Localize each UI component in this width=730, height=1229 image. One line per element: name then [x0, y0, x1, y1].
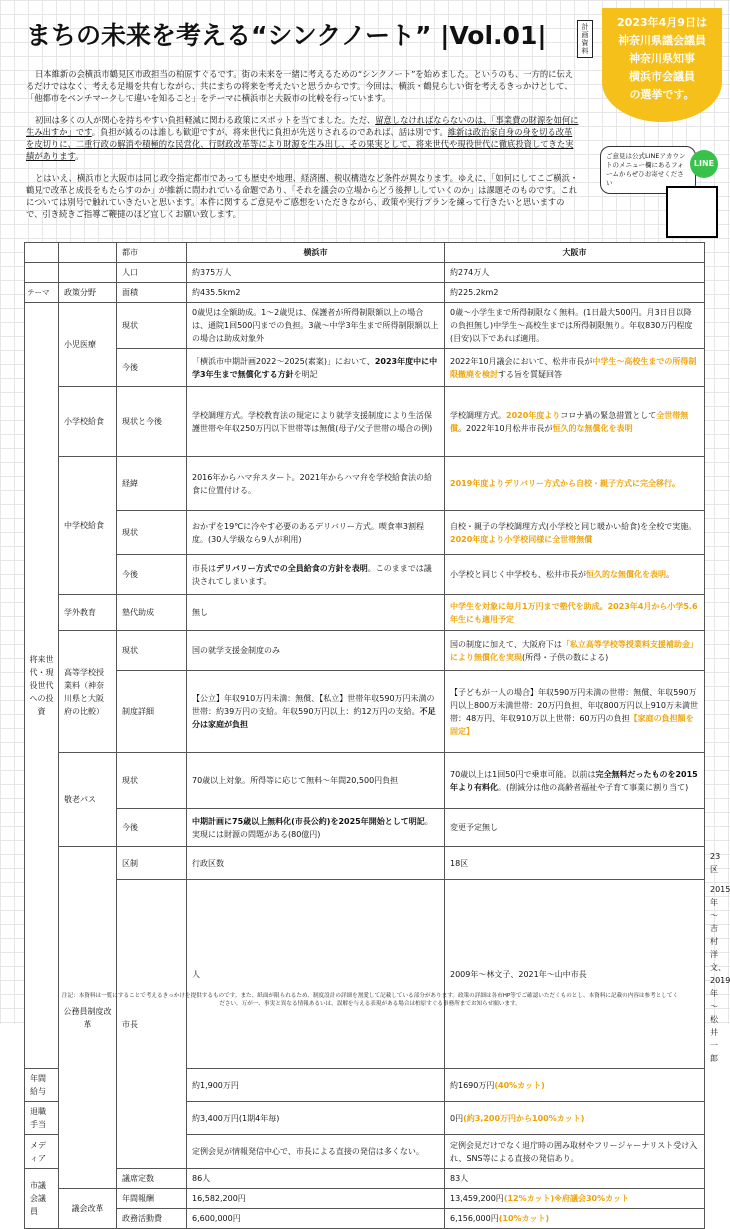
policy-child-medical: 小児医療 [59, 303, 117, 387]
row-label: 人口 [117, 263, 187, 283]
row-label: 今後 [117, 555, 187, 595]
policy-ward-system: 区制 [117, 847, 187, 880]
policy-junior-lunch: 中学校給食 [59, 457, 117, 595]
cell-osaka: 中学生を対象に毎月1万円まで塾代を助成。2023年4月から小学5.6年生にも適用予定 [445, 595, 705, 631]
row-label: 年間給与 [25, 1069, 59, 1102]
row-label: 経緯 [117, 457, 187, 511]
cell-osaka: 0円(約3,200万円から100%カット) [445, 1102, 705, 1135]
policy-elementary-lunch: 小学校給食 [59, 387, 117, 457]
cell-yokohama: 70歳以上対象。所得等に応じて無料～年間20,500円負担 [187, 753, 445, 809]
category-civil-service-reform: 公務員制度改革 [59, 847, 117, 1189]
cell-yokohama: 定例会見が情報発信中心で、市長による直接の発信は多くない。 [187, 1135, 445, 1169]
cell-yokohama: 約375万人 [187, 263, 445, 283]
row-label: 現状 [117, 753, 187, 809]
cell-osaka: 6,156,000円(10%カット) [445, 1209, 705, 1229]
cell-osaka: 小学校と同じく中学校も、松井市長が恒久的な無償化を表明。 [445, 555, 705, 595]
cell-yokohama: 16,582,200円 [187, 1189, 445, 1209]
cell-osaka: 【子どもが一人の場合】年収590万円未満の世帯：無償、年収590万円以上800万未満世帯：20万円負担、年収800万円以上910万未満世帯：48万円、年収910万以上世帯：60万円の負担【家庭の負担額を固定】 [445, 671, 705, 753]
line-icon[interactable]: LINE [690, 150, 718, 178]
row-label: メディア [25, 1135, 59, 1169]
row-label: テーマ [25, 283, 59, 303]
header-osaka: 大阪市 [445, 243, 705, 263]
cell-yokohama: 無し [187, 595, 445, 631]
row-label: 現状 [117, 303, 187, 349]
cell-yokohama: おかずを19℃に冷やす必要のあるデリバリー方式。喫食率3割程度。(30人学級なら9人が利用) [187, 511, 445, 555]
cell-yokohama: 【公立】年収910万円未満：無償、【私立】世帯年収590万円未満の世帯：約39万円の支給。年収590万円以上：約12万円の支給。不足分は家庭が負担 [187, 671, 445, 753]
cell-osaka: 自校・親子の学校調理方式(小学校と同じ暖かい給食)を全校で実施。2020年度より小学校同様に全世帯無償 [445, 511, 705, 555]
policy-extracurricular: 学外教育 [59, 595, 117, 631]
cell-osaka: 0歳～小学生まで所得制限なく無料。(1日最大500円。月3日目以降の負担無し)中学生～高校生までは所得制限無り。年収830万円程度(目安)以下であれば適用。 [445, 303, 705, 349]
cell-yokohama: 18区 [445, 847, 705, 880]
intro-paragraph-2: 初回は多くの人が関心を持ちやすい負担軽減に関わる政策にスポットを当てました。ただ、留意しなければならないのは、「事業費の財源を如何に生み出すか」です。負担が減るのは誰しも歓迎ですが、将来世代に負担が先送りされるのであれば、話は別です。維新は政治家自身の身を切る改革を皮切りに、二重行政の解消や積極的な民営化、行財政改革等により財源を生み出し、その果実として、将来世代や現役世代に徹底投資してきた実績があります。 [26, 115, 579, 161]
cell-osaka: 定例会見だけでなく退庁時の囲み取材やフリージャーナリスト受け入れ、SNS等による直接の発信あり。 [445, 1135, 705, 1169]
header-yokohama: 横浜市 [187, 243, 445, 263]
row-label: 現状 [117, 631, 187, 671]
cell-osaka: 約1690万円(40%カット) [445, 1069, 705, 1102]
row-label: 面積 [117, 283, 187, 303]
cell-yokohama: 「横浜市中期計画2022～2025(素案)」において、2023年度中に中学3年生まで無償化する方針を明記 [187, 349, 445, 387]
row-label: 政務活動費 [117, 1209, 187, 1229]
row-label: 議席定数 [117, 1169, 187, 1189]
badge-line: 神奈川県議会議員 [618, 34, 706, 47]
badge-line: 横浜市会議員 [629, 70, 695, 83]
row-label: 退職手当 [25, 1102, 59, 1135]
policy-high-school-tuition: 高等学校授業料（神奈川県と大阪府の比較） [59, 631, 117, 753]
election-badge [602, 8, 722, 122]
cell-osaka: 国の制度に加えて、大阪府下は「私立高等学校等授業料支援補助金」により無償化を実現(所得・子供の数による) [445, 631, 705, 671]
cell-osaka: 約225.2km2 [445, 283, 705, 303]
cell-yokohama: 市長はデリバリー方式での全員給食の方針を表明。このままでは議決されてしまいます。 [187, 555, 445, 595]
row-label: 政策分野 [59, 283, 117, 303]
cell-osaka: 約274万人 [445, 263, 705, 283]
badge-line: の選挙です。 [629, 88, 695, 101]
intro-paragraph-1: 日本維新の会横浜市鶴見区市政担当の柏原すぐるです。街の未来を一緒に考えるための“シンクノート”を始めました。というのも、一方的に伝えるだけではなく、考える足場を共有しながら、共にまちの将来を考えたいと思うからです。今回は、横浜・鶴見らしい街を考えるきっかけとして、「他都市をベンチマークして違いを知ること」をテーマに横浜市と大阪市の比較を行っています。 [26, 69, 574, 103]
cell-osaka: 2019年度よりデリバリー方式から自校・親子方式に完全移行。 [445, 457, 705, 511]
policy-council-members: 市議会議員 [25, 1169, 59, 1229]
category-council-reform: 議会改革 [59, 1189, 117, 1229]
badge-line: 神奈川県知事 [629, 52, 695, 65]
row-label: 人 [187, 880, 445, 1069]
row-label: 今後 [117, 349, 187, 387]
badge-line: 2023年4月9日は [617, 16, 707, 29]
cell-osaka: 13,459,200円(12%カット)※府議会30%カット [445, 1189, 705, 1209]
cell-yokohama: 2016年からハマ弁スタート。2021年からハマ弁を学校給食法の給食に位置付ける。 [187, 457, 445, 511]
policy-mayor: 市長 [117, 880, 187, 1169]
cell-yokohama: 国の就学支援金制度のみ [187, 631, 445, 671]
row-label: 現状と今後 [117, 387, 187, 457]
cell-yokohama: 学校調理方式。学校教育法の規定により就学支援制度により生活保護世帯や年収250万円以下世帯等は無償(母子/父子世帯の場合の例) [187, 387, 445, 457]
row-label: 今後 [117, 809, 187, 847]
page-title: まちの未来を考える“シンクノート” |Vol.01| [26, 21, 547, 50]
cell-osaka: 70歳以上は1回50円で乗車可能。以前は完全無料だったものを2015年より有料化。(削減分は他の高齢者福祉や子育て事業に割り当て) [445, 753, 705, 809]
row-label: 現状 [117, 511, 187, 555]
category-future-investment: 将来世代・現役世代への投資 [25, 303, 59, 1069]
qr-code-icon[interactable] [666, 186, 718, 238]
cell-yokohama: 中期計画に75歳以上無料化(市長公約)を2025年開始として明記。実現には財源の問題がある(80億円) [187, 809, 445, 847]
policy-elderly-pass: 敬老パス [59, 753, 117, 847]
row-label: 年間報酬 [117, 1189, 187, 1209]
cell-yokohama: 6,600,000円 [187, 1209, 445, 1229]
intro-paragraph-3: とはいえ、横浜市と大阪市は同じ政令指定都市であっても歴史や地理、経済圏、税収構造など条件が異なります。ゆえに、「如何にしてこご横浜・鶴見で改革と成長をもたらすのか」が維新に問われている命題であり、「それを議会の立場からどう後押ししていくのか」は課題そのものです。これについては別号で触れていきたいと思います。本件に関するご意見やご感想をいただきながら、政策や実行プランを練って行きたいと思いますので、引き続きご指導ご鞭撻のほど宜しくお願い致します。 [26, 173, 579, 219]
row-label: 制度詳細 [117, 671, 187, 753]
cell-osaka: 学校調理方式。2020年度よりコロナ禍の緊急措置として全世帯無償。2022年10月松井市長が恒久的な無償化を表明 [445, 387, 705, 457]
cell-yokohama: 約1,900万円 [187, 1069, 445, 1102]
cell-yokohama: 約3,400万円(1期4年毎) [187, 1102, 445, 1135]
footer-note: 注記：本資料は一覧にすることで考えるきっかけを提供するものです。また、紙面が限られるため、制度設計の詳細を割愛して記載している部分があります。政策の詳細は各市HP等でご確認いただくものとし、本資料に記載の内容は参考としてください。万が一、事実と異なる情報あるいは、誤解を与える表現がある場合は柏原すぐる事務所までお知らせ願います。 [61, 993, 679, 1007]
cell-osaka: 2022年10月議会において、松井市長が中学生～高校生までの所得制限撤廃を検討する旨を質疑回答 [445, 349, 705, 387]
header-city: 都市 [117, 243, 187, 263]
document-type-tag: 計画資料 [577, 20, 593, 58]
cell-osaka: 83人 [445, 1169, 705, 1189]
cell-yokohama: 0歳児は全額助成。1～2歳児は、保護者が所得制限額以上の場合は、通院1回500円までの負担。3歳～中学3年生まで所得制限額以上の場合は助成対象外 [187, 303, 445, 349]
cell-osaka: 変更予定無し [445, 809, 705, 847]
cell-yokohama: 約435.5km2 [187, 283, 445, 303]
cell-yokohama: 86人 [187, 1169, 445, 1189]
comparison-table: 都市 横浜市 大阪市 人口 約375万人 約274万人 テーマ 政策分野 面積 約435.5km2 約225.2km2 将来世代・現役世代への投資 小児医療 現状 0歳児は全額助成。1～2歳児は、保護者が所得制限額以上の場合は、通院1回500円までの負担。3歳～中学3年生まで所得制限額以上の場合は助成対象外 0歳～小学生まで所得制限なく無料。(1日最大500円。月3日目以降の負担無し)中学生～高校生までは所得制限無り。年収830万円程度(目安)以下であれば適用。 今後 「横浜市中期計画2022～2025(素案)」において、2023年度中に中学3年生まで無償化する方針を明記 2022年10月議会において、松井市長が中学生～高校生までの所得制限撤廃を検討する旨を質疑回答 小学校給食 現状と今後 学校調理方式。学校教育法の規定により就学支援制度により生活保護世帯や年収250万円以下世帯等は無償(母子/父子世帯の場合の例) 学校調理方式。2020年度よりコロナ禍の緊急措置として全世帯無償。2022年10月松井市長が恒久的な無償化を表明 中学校給食 経緯 2016年からハマ弁スタート。2021年からハマ弁を学校給食法の給食に位置付ける。 2019年度よりデリバリー方式から自校・親子方式に完全移行。 現状 おかずを19℃に冷やす必要のあるデリバリー方式。喫食率3割程度。(30人学級なら9人が利用) 自校・親子の学校調理方式(小学校と同じ暖かい給食)を全校で実施。2020年度より小学校同様に全世帯無償 今後 市長はデリバリー方式での全員給食の方針を表明。このままでは議決されてしまいます。 小学校と同じく中学校も、松井市長が恒久的な無償化を表明。 学外教育 塾代助成 無し 中学生を対象に毎月1万円まで塾代を助成。2023年4月から小学5.6年生にも適用予定 高等学校授業料（神奈川県と大阪府の比較） 現状 国の就学支援金制度のみ 国の制度に加えて、大阪府下は「私立高等学校等授業料支援補助金」により無償化を実現(所得・子供の数による) 制度詳細 【公立】年収910万円未満：無償、【私立】世帯年収590万円未満の世帯：約39万円の支給。年収590万円以上：約12万円の支給。不足分は家庭が負担 【子どもが一人の場合】年収590万円未満の世帯：無償、年収590万円以上800万未満世帯：20万円負担、年収800万円以上910万未満世帯：48万円、年収910万以上世帯：60万円の負担【家庭の負担額を固定】 敬老パス 現状 70歳以上対象。所得等に応じて無料～年間20,500円負担 70歳以上は1回50円で乗車可能。以前は完全無料だったものを2015年より有料化。(削減分は他の高齢者福祉や子育て事業に割り当て) 今後 中期計画に75歳以上無料化(市長公約)を2025年開始として明記。実現には財源の問題がある(80億円) 変更予定無し 公務員制度改革 区制 行政区数 18区 23区 市長 人 2009年～林文子、2021年～山中市長 2015年～吉村洋文、2019年～松井一郎 年間給与 約1,900万円 約1690万円(40%カット) 退職手当 約3,400万円(1期4年毎) 0円(約3,200万円から100%カット) メディア 定例会見が情報発信中心で、市長による直接の発信は多くない。 定例会見だけでなく退庁時の囲み取材やフリージャーナリスト受け入れ、SNS等による直接の発信あり。 市議会議員 議席定数 86人 83人 議会改革 年間報酬 16,582,200円 13,459,200円(12%カット)※府議会30%カット 政務活動費 6,600,000円 6,156,000円(10%カット) [24, 242, 705, 1229]
row-label: 行政区数 [187, 847, 445, 880]
cell-yokohama: 2009年～林文子、2021年～山中市長 [445, 880, 705, 1069]
row-label: 塾代助成 [117, 595, 187, 631]
line-speech-bubble: ご意見は公式LINEアカウントのメニュー欄にあるフォームからぜひお寄せください [600, 146, 696, 194]
